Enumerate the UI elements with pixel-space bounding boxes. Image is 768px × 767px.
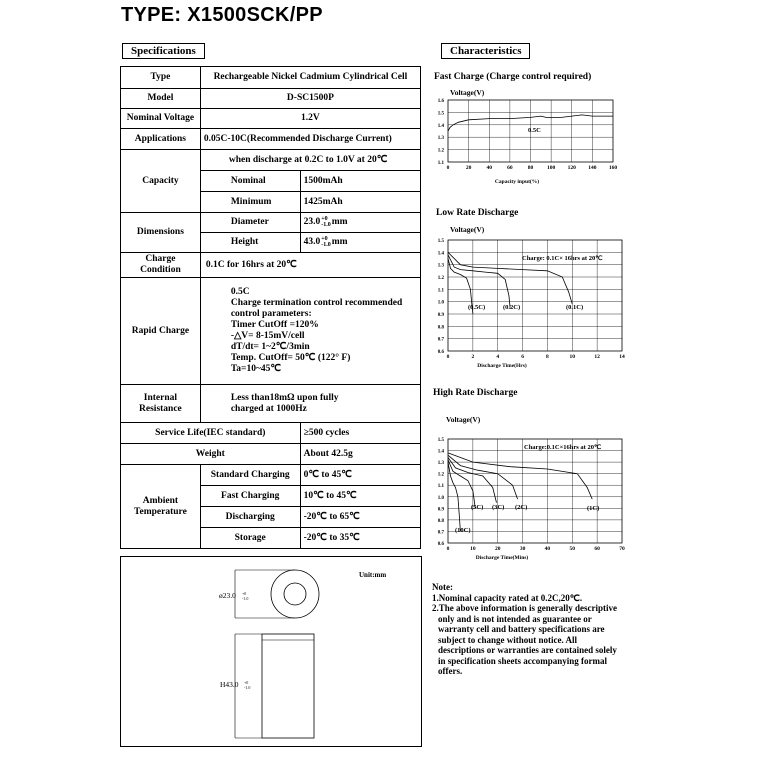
specifications-tab: Specifications — [122, 43, 205, 59]
y-tick-label: 1.5 — [437, 239, 444, 244]
x-tick-label: 60 — [594, 546, 600, 552]
internal-value-line: charged at 1000Hz — [230, 403, 307, 414]
note-heading: Note: — [432, 582, 453, 592]
series-label: (10C) — [455, 527, 471, 534]
diameter-label: Diameter — [200, 213, 300, 233]
notes — [432, 582, 637, 677]
series-line-1c — [448, 453, 592, 499]
y-tick-label: 0.9 — [437, 507, 444, 513]
x-tick-label: 40 — [544, 546, 551, 552]
ambient-row-value: 0℃ to 45℃ — [300, 465, 420, 486]
internal-label-line: Internal — [143, 392, 178, 403]
ambient-row-label: Discharging — [200, 507, 300, 528]
internal-label-line: Resistance — [139, 403, 182, 414]
y-tick-label: 1.6 — [437, 99, 444, 104]
rapid-charge-label: Rapid Charge — [121, 278, 201, 385]
x-tick-label: 160 — [608, 165, 618, 171]
x-tick-label: 10 — [569, 354, 576, 360]
nominal-value: 1500mAh — [300, 171, 420, 192]
charge-condition-label: Charge Condition — [121, 253, 201, 278]
ambient-row-value: 10℃ to 45℃ — [300, 486, 420, 507]
capacity-condition: when discharge at 0.2C to 1.0V at 20℃ — [200, 150, 420, 171]
x-tick-label: 100 — [547, 165, 556, 171]
diameter-mark-tol-top: +0 — [242, 591, 247, 596]
ambient-row-label: Fast Charging — [200, 486, 300, 507]
series-label: (1C) — [587, 505, 600, 512]
height-mark: H43.0 — [220, 680, 239, 689]
height-value: 43.0 — [303, 237, 321, 248]
rapid-charge-details — [200, 278, 420, 385]
voltage-value: 1.2V — [200, 109, 420, 129]
x-tick-label: 12 — [594, 354, 600, 360]
rapid-line: 0.5C — [230, 287, 250, 297]
y-axis-label: Voltage(V) — [450, 88, 485, 97]
model-label: Model — [121, 89, 201, 109]
y-tick-label: 1.1 — [437, 484, 444, 490]
x-tick-label: 4 — [496, 354, 500, 360]
cell-terminal — [284, 583, 306, 605]
note-line: 1.Nominal capacity rated at 0.2C,20℃. — [432, 592, 583, 603]
x-tick-label: 40 — [486, 165, 492, 171]
y-tick-label: 0.8 — [437, 518, 444, 524]
x-tick-label: 0 — [446, 354, 450, 360]
weight-value: About 42.5g — [300, 444, 420, 465]
weight-label: Weight — [121, 444, 301, 465]
note-line: in specification sheets accompanying formal — [438, 655, 607, 666]
y-tick-label: 1.2 — [437, 472, 444, 478]
diameter-mark-tol-bottom: -1.0 — [242, 596, 249, 601]
applications-value: 0.05C-10C(Recommended Discharge Current) — [200, 129, 420, 150]
fast-charge-title: Fast Charge (Charge control required) — [434, 72, 592, 82]
note-line: 2.The above information is generally descriptive — [432, 603, 617, 613]
height-label: Height — [200, 233, 300, 253]
y-tick-label: 0.6 — [437, 542, 444, 547]
type-value: Rechargeable Nickel Cadmium Cylindrical Cell — [200, 67, 420, 89]
ambient-row-label: Standard Charging — [200, 465, 300, 486]
series-label: (5C) — [471, 504, 484, 511]
x-tick-label: 30 — [519, 546, 526, 552]
series-label: (0.5C) — [468, 304, 486, 311]
document-title: TYPE: X1500SCK/PP — [121, 4, 323, 26]
applications-label: Applications — [121, 129, 201, 150]
x-tick-label: 0 — [446, 165, 450, 171]
series-label: (2C) — [515, 504, 528, 511]
unit-label: Unit:mm — [359, 571, 387, 579]
rapid-line: Temp. CutOff= 50℃ (122° F) — [230, 353, 351, 363]
note-line: only and is not intended as guarantee or — [438, 613, 592, 624]
series-line-5c — [448, 460, 475, 509]
charge-legend: Charge:0.1C×16hrs at 20℃ — [524, 444, 602, 451]
rapid-line: Timer CutOff =120% — [230, 320, 319, 330]
x-axis-label: Capacity input(%) — [494, 179, 540, 185]
y-tick-label: 1.1 — [437, 288, 444, 294]
ambient-temperature-label — [121, 465, 201, 549]
plot-frame — [448, 439, 622, 543]
rapid-line: -△V= 8-15mV/cell — [230, 331, 305, 341]
y-tick-label: 0.9 — [437, 313, 444, 318]
internal-value-line: Less than18mΩ upon fully — [230, 392, 339, 403]
height-mark-tol-top: +0 — [244, 680, 249, 685]
capacity-label: Capacity — [121, 150, 201, 213]
x-tick-label: 80 — [527, 165, 534, 171]
y-tick-label: 1.3 — [437, 136, 444, 142]
diameter-tol-top: +0 — [321, 216, 328, 223]
x-tick-label: 2 — [471, 354, 475, 360]
x-tick-label: 20 — [465, 165, 472, 171]
minimum-label: Minimum — [200, 192, 300, 213]
service-life-label: Service Life(IEC standard) — [121, 423, 301, 444]
x-tick-label: 140 — [588, 165, 597, 171]
height-mark-tol-bottom: -1.0 — [244, 685, 251, 690]
rapid-line: dT/dt= 1~2℃/3min — [230, 342, 310, 352]
note-line: warranty cell and battery specifications are — [438, 624, 605, 634]
rapid-line: Ta=10~45℃ — [230, 364, 282, 374]
series-line-2c — [448, 455, 518, 499]
charge-condition-value: 0.1C for 16hrs at 20℃ — [200, 253, 420, 278]
specifications-table — [120, 66, 421, 549]
high-rate-chart — [430, 408, 630, 564]
model-value: D-SC1500P — [200, 89, 420, 109]
internal-resistance-label — [121, 385, 201, 423]
x-tick-label: 8 — [546, 354, 549, 360]
y-axis-label: Voltage(V) — [446, 415, 481, 424]
y-tick-label: 1.1 — [437, 161, 444, 166]
x-tick-label: 10 — [470, 546, 476, 552]
x-axis-label: Discharge Time(Mins) — [475, 555, 529, 561]
y-tick-label: 1.2 — [437, 148, 444, 154]
y-axis-label: Voltage(V) — [450, 225, 485, 234]
high-rate-title: High Rate Discharge — [433, 388, 518, 398]
dimensions-label: Dimensions — [121, 213, 201, 253]
low-rate-chart — [430, 220, 630, 370]
dimension-drawing — [120, 556, 422, 747]
y-tick-label: 1.3 — [437, 263, 444, 269]
x-tick-label: 70 — [619, 546, 625, 552]
internal-resistance-value — [200, 385, 420, 423]
series-label: (3C) — [492, 504, 505, 511]
ambient-row-label: Storage — [200, 528, 300, 549]
low-rate-title: Low Rate Discharge — [436, 208, 519, 218]
y-tick-label: 1.5 — [437, 111, 444, 117]
y-tick-label: 0.6 — [437, 350, 444, 355]
x-tick-label: 120 — [567, 165, 576, 171]
diameter-value: 23.0 — [303, 217, 321, 228]
x-tick-label: 20 — [494, 546, 501, 552]
x-tick-label: 50 — [569, 546, 576, 552]
height-cell: 43.0 +0 -1.0 mm — [300, 233, 420, 253]
y-tick-label: 0.7 — [437, 530, 444, 536]
y-tick-label: 1.5 — [437, 438, 444, 443]
height-tol-bottom: -1.0 — [321, 242, 331, 249]
x-tick-label: 0 — [446, 546, 450, 552]
x-tick-label: 60 — [507, 165, 513, 171]
minimum-value: 1425mAh — [300, 192, 420, 213]
x-tick-label: 6 — [521, 354, 524, 360]
series-line-0.2c — [448, 255, 510, 308]
service-life-value: ≥500 cycles — [300, 423, 420, 444]
y-tick-label: 0.7 — [437, 337, 444, 343]
cell-drawing-svg — [121, 557, 421, 746]
x-axis-label: Discharge Time(Hrs) — [477, 363, 527, 369]
diameter-cell: 23.0 +0 -1.0 mm — [300, 213, 420, 233]
voltage-label: Nominal Voltage — [121, 109, 201, 129]
y-tick-label: 1.4 — [437, 449, 444, 455]
fast-charge-chart — [430, 86, 620, 190]
x-tick-label: 14 — [619, 354, 625, 360]
ambient-row-value: -20℃ to 35℃ — [300, 528, 420, 549]
y-tick-label: 1.0 — [437, 495, 444, 501]
note-line: descriptions or warranties are contained solely — [438, 645, 617, 655]
cell-top-outline — [271, 570, 319, 618]
y-tick-label: 1.0 — [437, 300, 444, 306]
diameter-mark: ø23.0 — [219, 591, 236, 600]
y-tick-label: 1.4 — [437, 123, 444, 129]
ambient-label-line: Temperature — [134, 506, 187, 517]
series-label: (0.2C) — [503, 304, 521, 311]
rapid-line: Charge termination control recommended — [230, 298, 403, 308]
note-line: offers. — [438, 666, 463, 676]
nominal-label: Nominal — [200, 171, 300, 192]
characteristics-tab: Characteristics — [441, 43, 530, 59]
height-tol-top: +0 — [321, 236, 328, 243]
y-tick-label: 1.4 — [437, 251, 444, 257]
ambient-row-value: -20℃ to 65℃ — [300, 507, 420, 528]
ambient-label-line: Ambient — [142, 495, 179, 506]
y-tick-label: 1.2 — [437, 276, 444, 281]
cell-side-outline — [262, 634, 314, 738]
type-label: Type — [121, 67, 201, 89]
note-line: subject to change without notice. All — [438, 634, 577, 645]
series-label: (0.1C) — [566, 304, 584, 311]
charge-legend: Charge: 0.1C× 16hrs at 20℃ — [522, 255, 603, 262]
diameter-tol-bottom: -1.0 — [321, 222, 331, 229]
y-tick-label: 1.3 — [437, 461, 444, 467]
series-label: 0.5C — [528, 127, 541, 134]
y-tick-label: 0.8 — [437, 325, 444, 331]
rapid-line: control parameters: — [230, 309, 312, 319]
